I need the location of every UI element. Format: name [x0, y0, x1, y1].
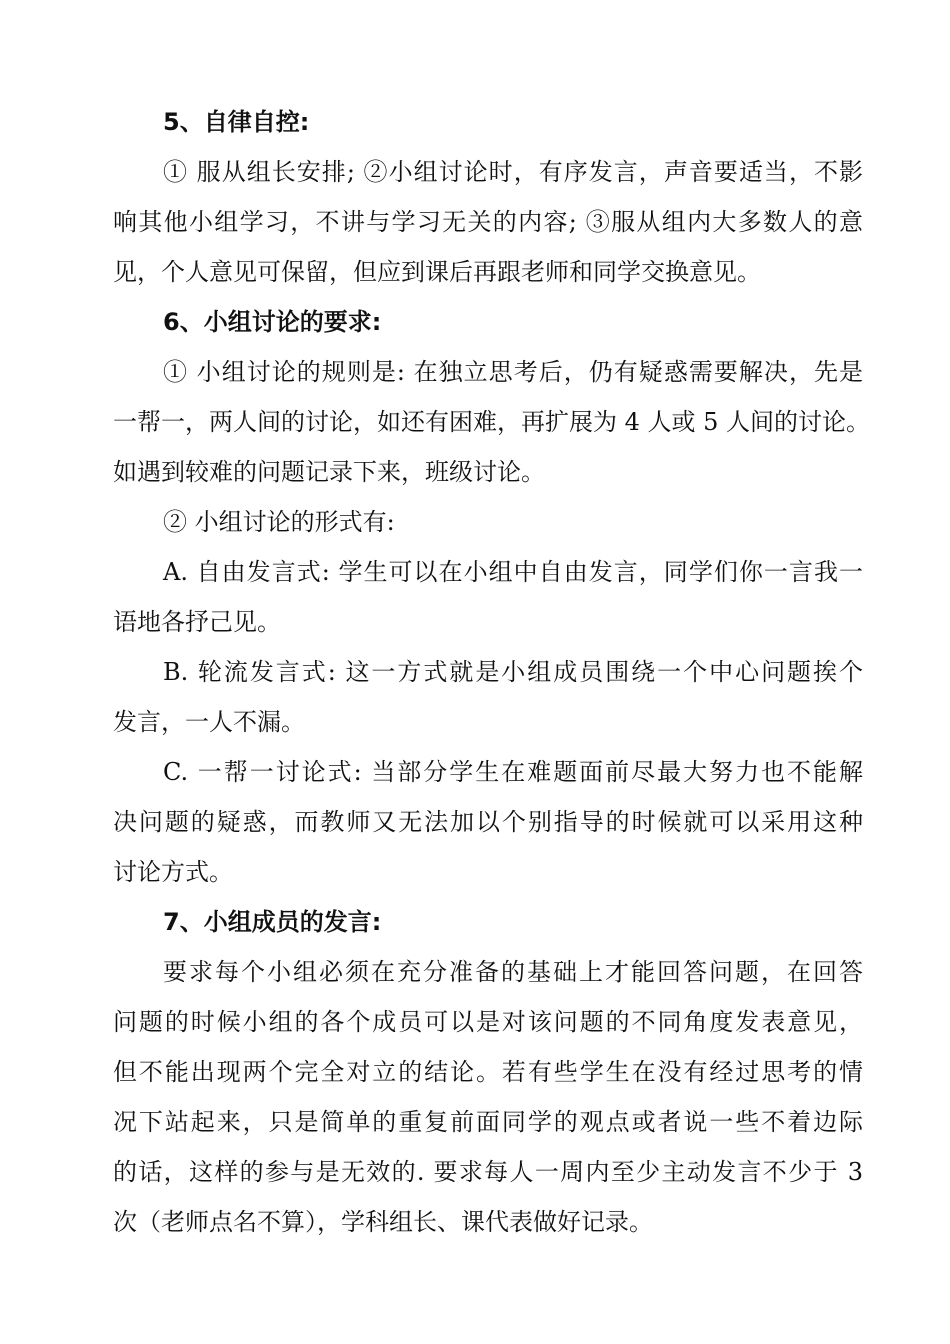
- form-c-line: 决问题的疑惑，而教师又无法加以个别指导的时候就可以采用这种: [113, 808, 863, 836]
- section-5-line: 响其他小组学习，不讲与学习无关的内容; ③服从组内大多数人的意: [113, 208, 863, 236]
- form-b-line: 发言，一人不漏。: [113, 708, 305, 736]
- section-6-rule-line: 一帮一，两人间的讨论，如还有困难，再扩展为 4 人或 5 人间的讨论。: [113, 408, 871, 436]
- form-a-line: 语地各抒己见。: [113, 608, 281, 636]
- section-7-line: 的话，这样的参与是无效的. 要求每人一周内至少主动发言不少于 3: [113, 1158, 863, 1186]
- section-5-line: 见，个人意见可保留，但应到课后再跟老师和同学交换意见。: [113, 258, 761, 286]
- form-c-line: 讨论方式。: [113, 858, 233, 886]
- form-c-line: C. 一帮一讨论式: 当部分学生在难题面前尽最大努力也不能解: [163, 758, 863, 786]
- section-6-rule-line: 如遇到较难的问题记录下来，班级讨论。: [113, 458, 545, 486]
- section-6-rule-line: ① 小组讨论的规则是: 在独立思考后，仍有疑惑需要解决，先是: [163, 358, 863, 386]
- form-b-line: B. 轮流发言式: 这一方式就是小组成员围绕一个中心问题挨个: [163, 658, 863, 686]
- form-a-line: A. 自由发言式: 学生可以在小组中自由发言，同学们你一言我一: [163, 558, 863, 586]
- section-5-heading: 5、自律自控:: [163, 108, 310, 136]
- section-7-line: 问题的时候小组的各个成员可以是对该问题的不同角度发表意见，: [113, 1008, 863, 1036]
- section-5-line: ① 服从组长安排; ②小组讨论时，有序发言，声音要适当，不影: [163, 158, 863, 186]
- section-7-heading: 7、小组成员的发言:: [163, 908, 382, 936]
- section-6-heading: 6、小组讨论的要求:: [163, 308, 382, 336]
- section-7-line: 况下站起来，只是简单的重复前面同学的观点或者说一些不着边际: [113, 1108, 863, 1136]
- section-6-forms-intro: ② 小组讨论的形式有:: [163, 508, 395, 536]
- section-7-line: 要求每个小组必须在充分准备的基础上才能回答问题，在回答: [163, 958, 863, 986]
- section-7-line: 但不能出现两个完全对立的结论。若有些学生在没有经过思考的情: [113, 1058, 863, 1086]
- section-7-line: 次（老师点名不算），学科组长、课代表做好记录。: [113, 1208, 653, 1236]
